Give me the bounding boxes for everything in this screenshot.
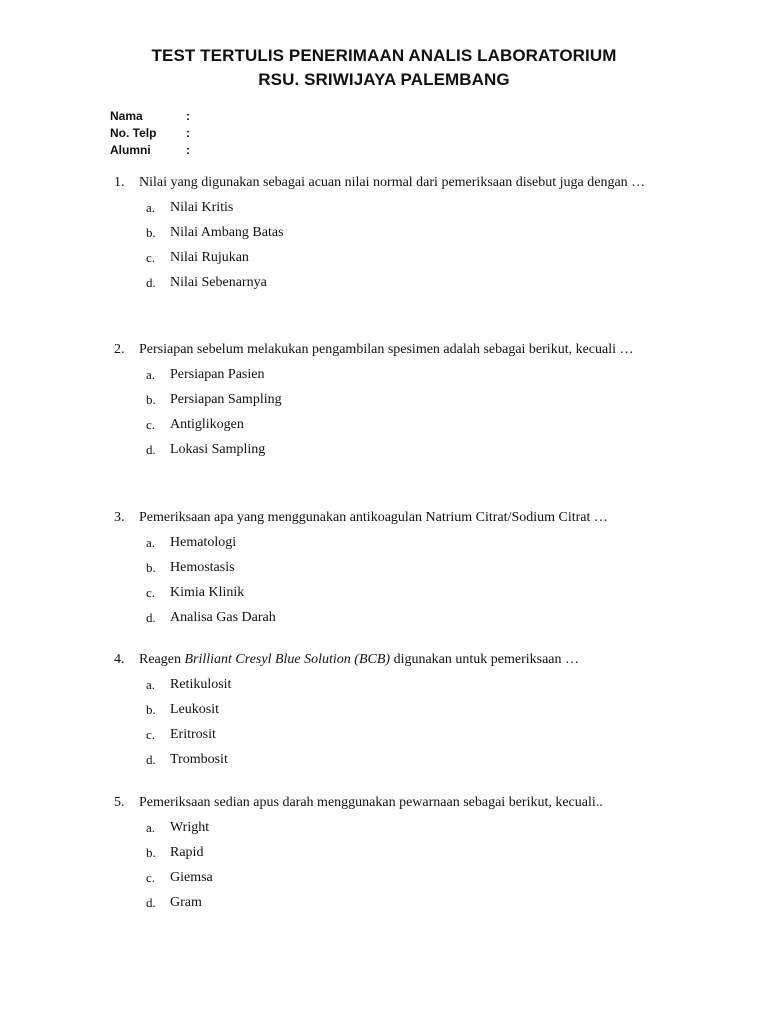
question-text: Nilai yang digunakan sebagai acuan nilai normal dari pemeriksaan disebut juga dengan … [139,175,646,190]
option-d [146,605,674,630]
field-colon: : [186,126,190,140]
option-text: Leukosit [170,702,219,717]
option-text: Antiglikogen [170,417,244,432]
field-alumni [110,142,198,159]
option-letter: d. [146,895,156,910]
page-subtitle: RSU. SRIWIJAYA PALEMBANG [258,70,510,89]
option-text: Persiapan Pasien [170,367,265,382]
option-letter: b. [146,845,156,860]
option-letter: a. [146,200,156,215]
option-letter: d. [146,275,156,290]
option-text: Nilai Rujukan [170,250,249,265]
question-text: Pemeriksaan apa yang menggunakan antikoagulan Natrium Citrat/Sodium Citrat … [139,510,608,525]
option-text: Rapid [170,845,204,860]
option-letter: b. [146,702,156,717]
field-label: No. Telp [110,126,157,140]
option-letter: b. [146,225,156,240]
question-text [139,647,674,672]
option-letter: a. [146,820,156,835]
option-text: Retikulosit [170,677,232,692]
option-d [146,437,674,462]
question-1 [114,170,674,295]
option-text: Nilai Sebenarnya [170,275,267,290]
option-text: Gram [170,895,202,910]
option-letter: c. [146,250,156,265]
option-a [146,672,674,697]
question-number: 2. [114,342,125,357]
option-letter: d. [146,442,156,457]
option-letter: c. [146,727,156,742]
option-b [146,697,674,722]
option-d [146,747,674,772]
question-number: 3. [114,510,125,525]
option-a [146,530,674,555]
option-letter: c. [146,585,156,600]
question-text: Pemeriksaan sedian apus darah menggunakan pewarnaan sebagai berikut, kecuali.. [139,795,603,810]
field-colon: : [186,143,190,157]
question-5 [114,790,674,915]
question-4 [114,647,674,772]
option-text: Lokasi Sampling [170,442,266,457]
question-text-prefix: Reagen [139,652,185,667]
option-letter: b. [146,560,156,575]
option-letter: d. [146,752,156,767]
question-text-suffix: digunakan untuk pemeriksaan … [390,652,580,667]
option-letter: a. [146,535,156,550]
option-c [146,580,674,605]
option-d [146,890,674,915]
option-text: Wright [170,820,210,835]
option-c [146,245,674,270]
option-a [146,815,674,840]
option-a [146,362,674,387]
option-text: Analisa Gas Darah [170,610,276,625]
option-b [146,555,674,580]
field-no-telp [110,125,198,142]
question-text: Persiapan sebelum melakukan pengambilan spesimen adalah sebagai berikut, kecuali … [139,342,634,357]
option-b [146,840,674,865]
option-text: Nilai Ambang Batas [170,225,284,240]
option-text: Giemsa [170,870,213,885]
option-b [146,387,674,412]
field-label: Alumni [110,143,151,157]
page-title: TEST TERTULIS PENERIMAAN ANALIS LABORATORIUM [151,46,617,65]
option-text: Hemostasis [170,560,235,575]
option-letter: d. [146,610,156,625]
option-text: Kimia Klinik [170,585,245,600]
option-letter: c. [146,417,156,432]
option-c [146,412,674,437]
option-b [146,220,674,245]
option-c [146,722,674,747]
field-colon: : [186,109,190,123]
question-2 [114,337,674,462]
option-text: Persiapan Sampling [170,392,282,407]
question-number: 5. [114,795,125,810]
option-letter: a. [146,367,156,382]
option-text: Hematologi [170,535,237,550]
option-letter: c. [146,870,156,885]
option-letter: a. [146,677,156,692]
question-number: 4. [114,652,125,667]
applicant-info [110,108,198,159]
field-label: Nama [110,109,143,123]
field-nama [110,108,198,125]
option-text: Eritrosit [170,727,216,742]
option-a [146,195,674,220]
question-3 [114,505,674,630]
option-c [146,865,674,890]
question-number: 1. [114,175,125,190]
option-letter: b. [146,392,156,407]
option-text: Trombosit [170,752,228,767]
question-text-italic: Brilliant Cresyl Blue Solution (BCB) [184,652,391,667]
option-text: Nilai Kritis [170,200,234,215]
option-d [146,270,674,295]
